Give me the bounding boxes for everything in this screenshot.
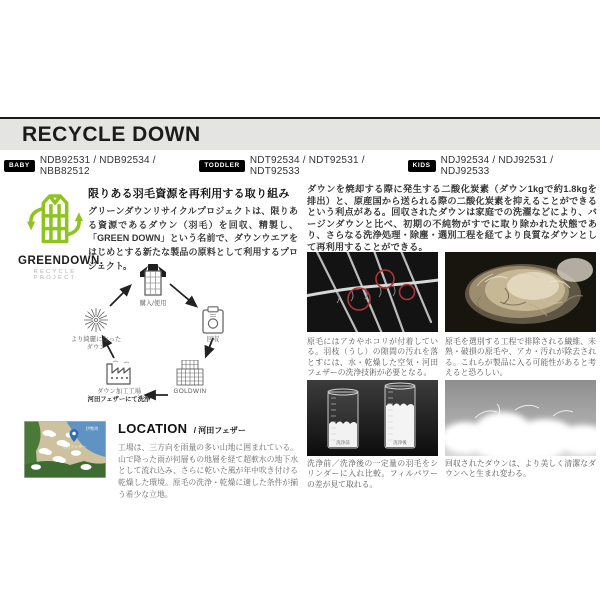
map-sea-label: 伊勢湾 <box>85 426 99 431</box>
category-badge-kids: KIDS <box>408 160 436 172</box>
cycle-label-goldwin: GOLDWIN <box>173 388 207 395</box>
left-intro-text: グリーンダウンリサイクルプロジェクトは、限りある資源であるダウン（羽毛）を回収、精製し、「GREEN DOWN」という名前で、ダウンウエアをはじめとする新たな製品の原料として利用するプロジェクト。 <box>88 206 298 271</box>
section-heading: 限りある羽毛資源を再利用する取り組み <box>88 188 290 200</box>
photo-cylinders <box>307 380 438 456</box>
code-list-toddler: NDT92534 / NDT92531 / NDT92533 <box>249 155 365 177</box>
map-pin-label: 河田フェザー <box>61 444 87 449</box>
code-group-kids <box>408 155 596 177</box>
location-body: 工場は、三方向を雨量の多い山地に囲まれている。山で降った雨が何層もの地層を経て超軟水の地下水として流れ込み、さらに乾いた風が年中吹き付ける乾燥した環境。原毛の洗浄・乾燥に適した条件が揃う希少な立地。 <box>118 443 298 499</box>
code-list-baby: NDB92531 / NDB92534 / NBB82512 <box>39 155 156 177</box>
photo-fiber-microscope <box>307 252 438 332</box>
category-badge-toddler: TODDLER <box>199 160 245 172</box>
header-bar <box>0 117 600 150</box>
cycle-label-clean-1: より綺麗になった <box>70 336 122 343</box>
location-title: LOCATION <box>118 421 188 436</box>
cycle-label-factory-2: 河田フェザーにて洗浄 <box>87 396 151 403</box>
brand-subtitle: RECYCLE PROJECT <box>33 269 77 281</box>
code-group-toddler <box>199 155 407 177</box>
goldwin-building-icon <box>176 360 204 386</box>
photo-feather-pile <box>445 252 596 332</box>
factory-icon <box>104 360 134 386</box>
recycle-cycle-diagram <box>30 264 298 420</box>
code-group-baby <box>4 155 199 177</box>
left-intro-block <box>88 185 298 273</box>
caption-fiber-microscope: 原毛にはアカやホコリが付着している。羽枝（うし）の隙間の汚れを落とすには、水・乾燥した空気・河田フェザーの洗浄技術が必要となる。 <box>307 337 438 378</box>
right-intro-text: ダウンを焼却する際に発生する二酸化炭素（ダウン1kgで約1.8kgを排出）と、原産国から送られる際の二酸化炭素を抑えることができるという利点がある。回収されたダウンは家庭での洗濯などにより、バージンダウンと比べ、初期の不純物がすでに取り除かれた状態であり、さらなる洗浄処理・除塵・選別工程を経てより良質なダウンとして再利用することができる。 <box>307 184 597 252</box>
page-title: RECYCLE DOWN <box>22 122 201 146</box>
category-badge-baby: BABY <box>4 160 35 172</box>
green-vest-recycle-icon <box>20 186 90 248</box>
caption-feather-pile: 原毛を選別する工程で排除される繊維、未熟・破損の原毛や、アカ・汚れが除去される。これらが製品に入る可能性があると考えると恐ろしい。 <box>445 337 596 378</box>
cycle-label-collect: 回収 <box>206 336 220 343</box>
location-heading <box>118 420 298 438</box>
cycle-label-purchase: 購入/使用 <box>139 300 167 307</box>
code-list-kids: NDJ92534 / NDJ92531 / NDJ92533 <box>440 155 554 177</box>
photo-clean-down <box>445 380 596 456</box>
location-subtitle: / 河田フェザー <box>193 426 246 435</box>
brand-name: GREENDOWN. <box>18 255 104 267</box>
cylinder-label-after: 洗浄後 <box>393 440 407 445</box>
location-map <box>24 421 106 478</box>
location-block <box>118 420 298 500</box>
caption-cylinders: 洗浄前／洗浄後の一定量の羽毛をシリンダーに入れ比較。フィルパワーの差が見て取れる。 <box>307 459 438 489</box>
cycle-label-clean-2: ダウン <box>86 344 106 351</box>
caption-clean-down: 回収されたダウンは、より美しく清潔なダウンへと生まれ変わる。 <box>445 459 596 479</box>
cycle-label-factory-1: ダウン加工工場 <box>96 388 142 395</box>
collection-box-icon <box>202 306 224 334</box>
clean-down-fluff-icon <box>82 306 110 334</box>
down-jacket-icon <box>138 264 168 298</box>
product-code-row <box>4 155 596 177</box>
cylinder-label-before: 洗浄前 <box>336 440 350 445</box>
